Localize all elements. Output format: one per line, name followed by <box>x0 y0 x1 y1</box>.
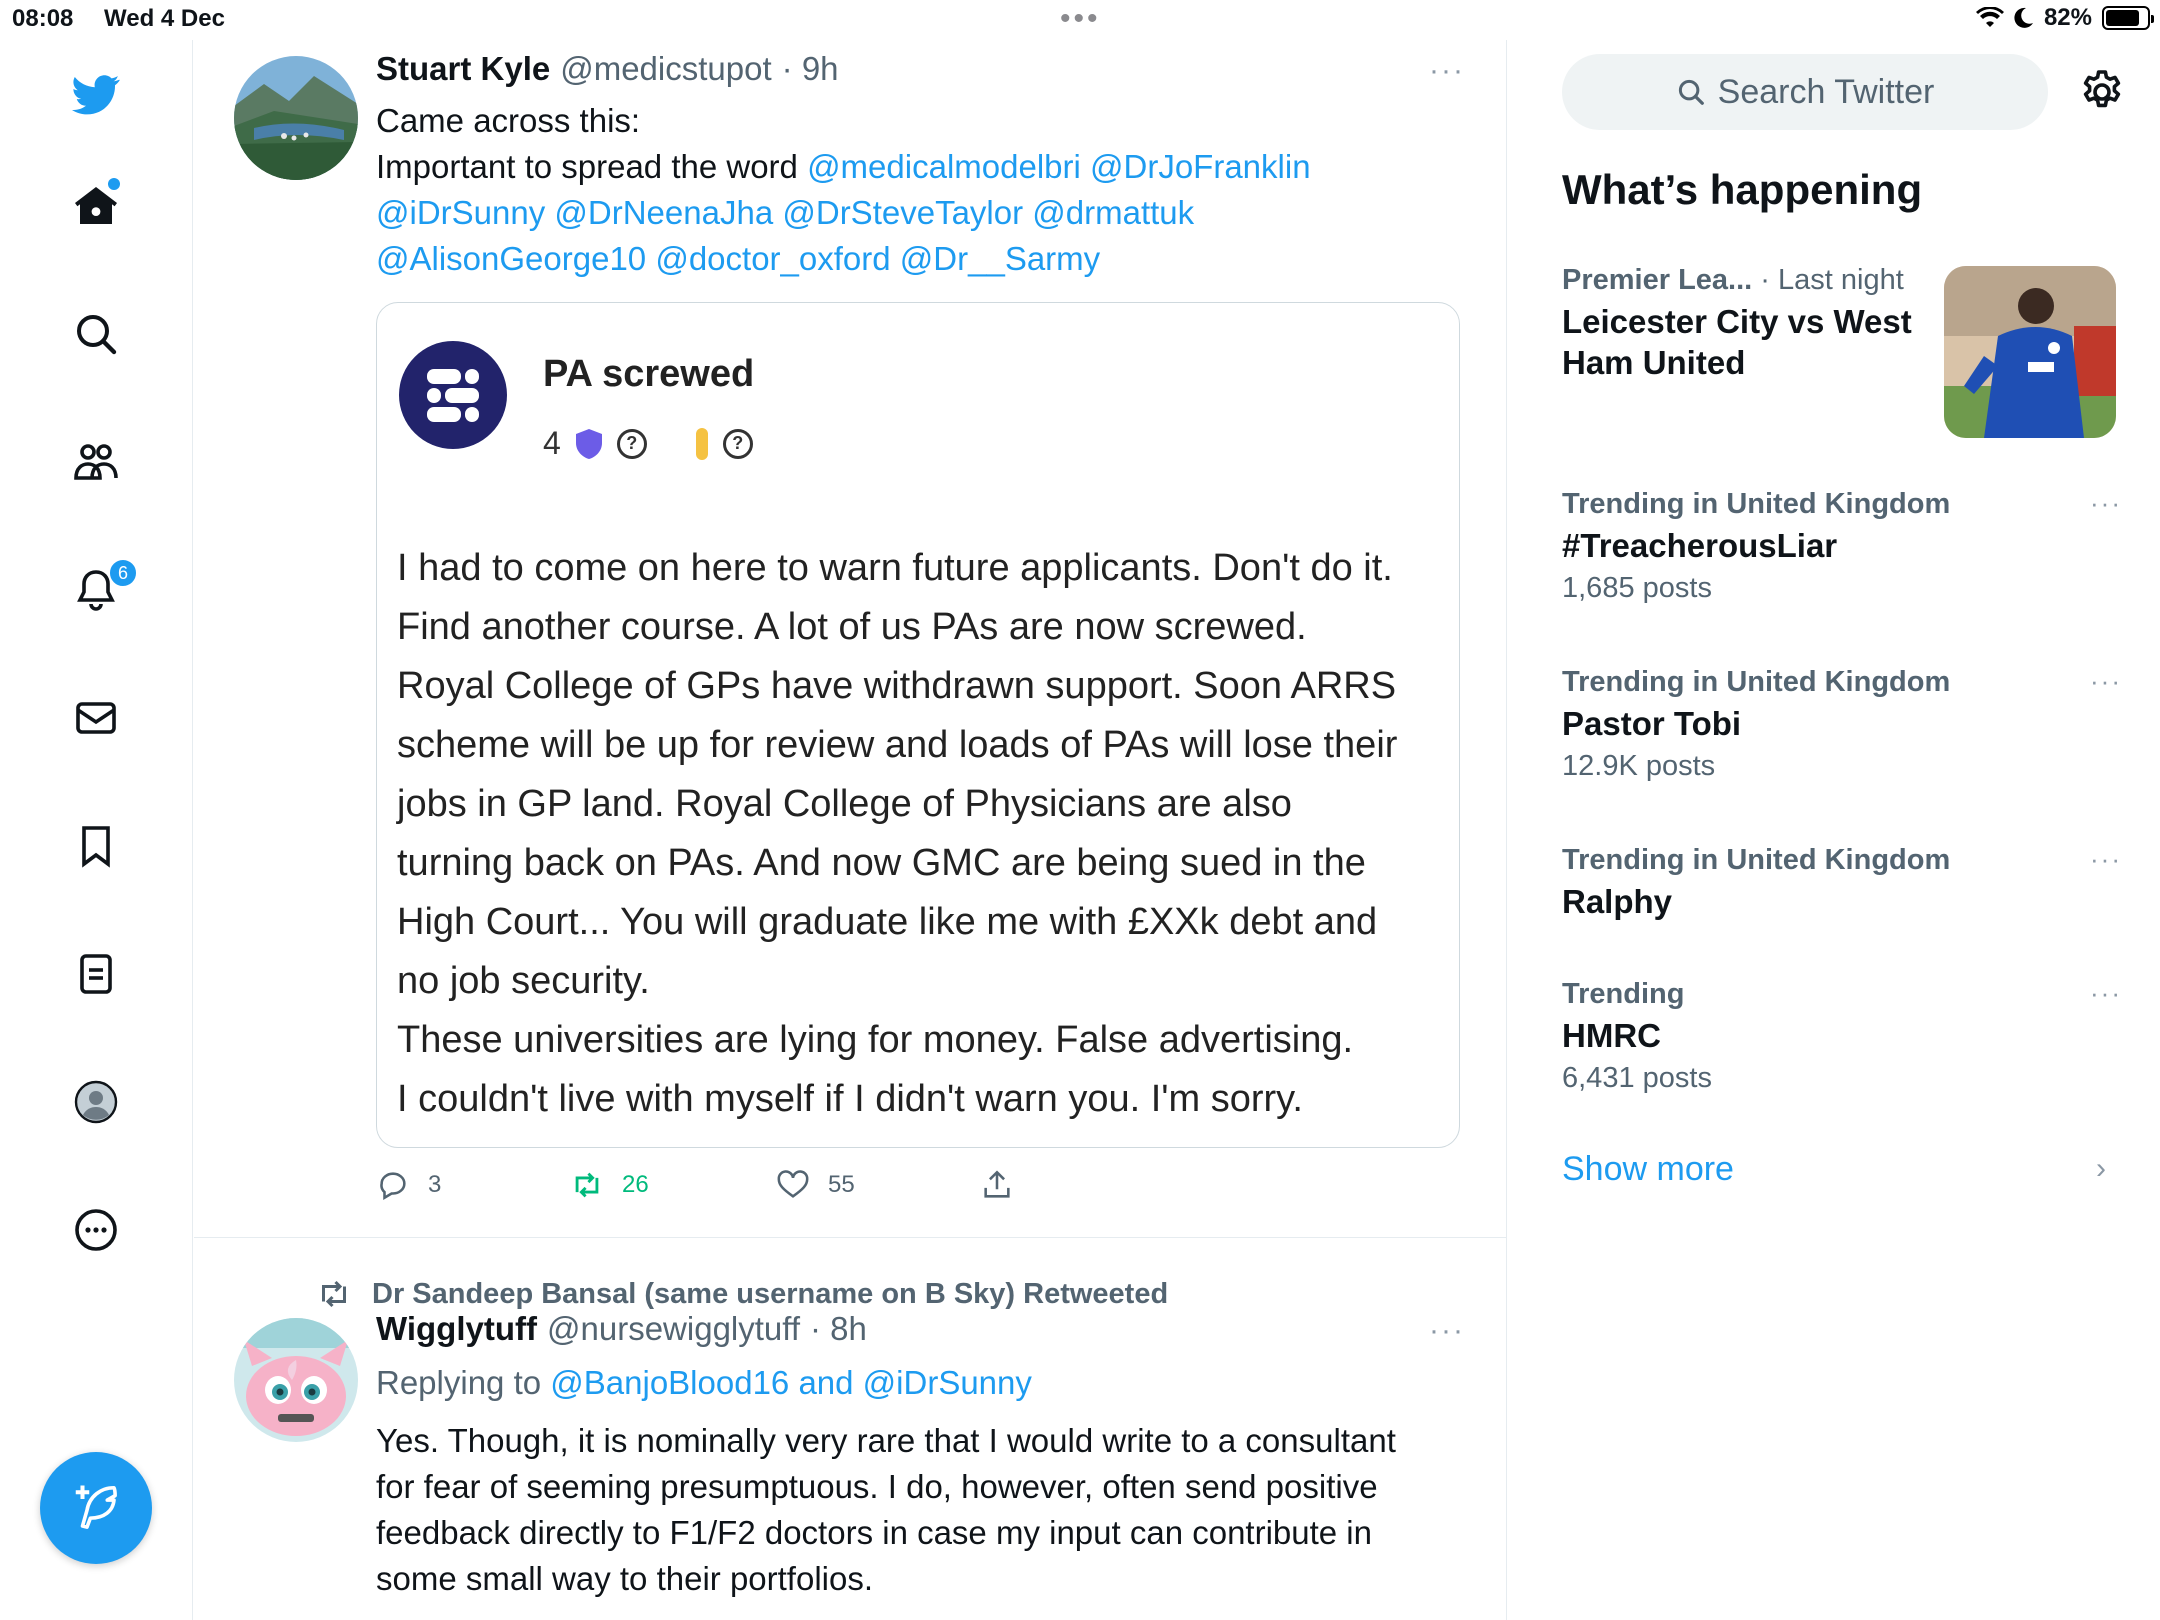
share-icon <box>980 1168 1014 1202</box>
left-navigation <box>0 40 193 1620</box>
mention-link[interactable]: @doctor_oxford <box>655 240 891 277</box>
tweet-author-name[interactable]: Stuart Kyle <box>376 50 551 87</box>
trend-item[interactable] <box>1562 264 1942 383</box>
tweet-text-prefix: Important to spread the word <box>376 148 808 185</box>
replying-to-line <box>376 1364 1032 1402</box>
notifications-icon[interactable] <box>64 558 128 622</box>
chevron-right-icon: › <box>2096 1152 2106 1185</box>
card-body-line: High Court... You will graduate like me with £XXk debt and <box>397 901 1378 943</box>
help-icon[interactable]: ? <box>617 429 647 459</box>
retweet-button[interactable] <box>570 1168 649 1202</box>
replying-to-mentions[interactable]: @BanjoBlood16 and @iDrSunny <box>550 1364 1032 1401</box>
retweeted-by-line <box>316 1276 1168 1312</box>
tweet-header <box>376 50 839 88</box>
tweet-text <box>376 1418 1456 1602</box>
retweeted-by-text[interactable]: Dr Sandeep Bansal (same username on B Sky) Retweeted <box>372 1277 1169 1310</box>
lists-icon[interactable] <box>64 942 128 1006</box>
gear-icon[interactable] <box>2078 68 2126 116</box>
card-body-line: jobs in GP land. Royal College of Physicians are also <box>397 783 1292 825</box>
card-body-line: I couldn't live with myself if I didn't warn you. I'm sorry. <box>397 1078 1303 1120</box>
tweet-text-line: Came across this: <box>376 102 641 139</box>
trend-context <box>1562 264 1942 297</box>
battery-level <box>2106 10 2139 26</box>
status-bar <box>0 0 2160 40</box>
trend-item[interactable] <box>1562 488 2122 605</box>
mention-link[interactable]: @Dr__Sarmy <box>899 240 1101 277</box>
help-icon[interactable]: ? <box>723 429 753 459</box>
tweet-media-card[interactable] <box>376 302 1460 1148</box>
trend-item[interactable] <box>1562 978 2122 1095</box>
right-sidebar <box>1508 40 2160 1620</box>
card-meta-number: 4 <box>543 425 561 461</box>
mention-link[interactable]: @DrJoFranklin <box>1090 148 1311 185</box>
tweet-text <box>376 98 1456 282</box>
card-title: PA screwed <box>543 353 755 395</box>
tweet[interactable] <box>194 1238 1507 1620</box>
battery-percent: 82% <box>2043 4 2092 31</box>
notifications-badge: 6 <box>108 558 138 588</box>
retweet-icon <box>570 1168 604 1202</box>
retweet-count: 26 <box>622 1171 649 1198</box>
reply-button[interactable] <box>376 1168 441 1202</box>
trend-title: Ralphy <box>1562 883 1673 920</box>
trend-more-icon[interactable]: ··· <box>2090 666 2122 696</box>
tweet-header <box>376 1310 867 1348</box>
status-date: Wed 4 Dec <box>104 5 225 32</box>
tweet-actions <box>376 1168 1076 1208</box>
mention-link[interactable]: @DrSteveTaylor <box>782 194 1024 231</box>
mention-link[interactable]: @iDrSunny <box>376 194 546 231</box>
bookmarks-icon[interactable] <box>64 814 128 878</box>
card-meta <box>543 425 753 462</box>
shield-icon <box>575 428 603 460</box>
mention-link[interactable]: @medicalmodelbri <box>807 148 1081 185</box>
like-button[interactable] <box>776 1168 855 1202</box>
tweet-text-line: Yes. Though, it is nominally very rare that I would write to a consultant <box>376 1422 1396 1459</box>
trend-more-icon[interactable]: ··· <box>2090 978 2122 1008</box>
status-right <box>1976 4 2150 32</box>
tweet-more-icon[interactable]: ··· <box>1429 54 1465 87</box>
profile-icon[interactable] <box>64 1070 128 1134</box>
trend-title-line: Leicester City vs West <box>1562 303 1912 340</box>
multitasking-dots-icon[interactable]: ••• <box>1060 2 1101 35</box>
like-count: 55 <box>828 1171 855 1198</box>
search-input[interactable] <box>1562 54 2048 130</box>
avatar[interactable] <box>234 1318 358 1442</box>
trend-more-icon[interactable]: ··· <box>2090 488 2122 518</box>
trend-item[interactable] <box>1562 844 2122 922</box>
search-icon <box>1676 77 1706 107</box>
tweet-text-line: feedback directly to F1/F2 doctors in case my input can contribute in <box>376 1514 1372 1551</box>
mention-link[interactable]: @drmattuk <box>1032 194 1195 231</box>
avatar[interactable] <box>234 56 358 180</box>
retweet-icon <box>316 1276 352 1312</box>
trend-more-icon[interactable]: ··· <box>2090 844 2122 874</box>
replying-to-prefix: Replying to <box>376 1364 551 1401</box>
tweet-timestamp[interactable]: · 8h <box>810 1310 867 1347</box>
trend-post-count: 1,685 posts <box>1562 572 1712 604</box>
trend-title: HMRC <box>1562 1017 1661 1054</box>
card-body-line: scheme will be up for review and loads of PAs will lose their <box>397 724 1398 766</box>
trend-post-count: 6,431 posts <box>1562 1062 1712 1094</box>
tweet-text-line <box>376 190 1456 236</box>
tweet-author-handle[interactable]: @nursewigglytuff <box>547 1310 801 1347</box>
twitter-logo-icon[interactable] <box>64 62 128 126</box>
card-body <box>397 539 1447 1129</box>
trend-context: Trending in United Kingdom <box>1562 488 1951 520</box>
card-logo-icon <box>399 341 507 449</box>
card-body-line: Find another course. A lot of us PAs are now screwed. <box>397 606 1307 648</box>
reply-icon <box>376 1168 410 1202</box>
trend-context-time: · Last night <box>1760 264 1904 296</box>
trend-title <box>1562 301 1942 383</box>
tweet-timestamp[interactable]: · 9h <box>781 50 839 87</box>
status-time: 08:08 <box>12 5 74 32</box>
search-icon[interactable] <box>64 302 128 366</box>
trend-title-line: Ham United <box>1562 344 1746 381</box>
trend-context: Trending in United Kingdom <box>1562 844 1951 876</box>
heart-icon <box>776 1168 810 1202</box>
trend-context: Trending in United Kingdom <box>1562 666 1951 698</box>
badge-bar-icon <box>695 427 709 461</box>
mention-link[interactable]: @AlisonGeorge10 <box>376 240 647 277</box>
whats-happening-heading: What’s happening <box>1562 166 1923 213</box>
tweet-text-line: for fear of seeming presumptuous. I do, however, often send positive <box>376 1468 1378 1505</box>
more-icon[interactable] <box>64 1198 128 1262</box>
wifi-icon <box>1976 7 2004 29</box>
card-body-line: These universities are lying for money. False advertising. <box>397 1019 1354 1061</box>
compose-feather-icon <box>69 1481 123 1535</box>
share-button[interactable] <box>980 1168 1014 1202</box>
timeline <box>194 40 1507 1620</box>
card-body-line: turning back on PAs. And now GMC are being sued in the <box>397 842 1366 884</box>
home-unread-dot <box>108 178 120 190</box>
tweet-author-handle[interactable]: @medicstupot <box>560 50 772 87</box>
trend-title: Pastor Tobi <box>1562 705 1742 742</box>
tweet-more-icon[interactable]: ··· <box>1429 1314 1465 1347</box>
trend-title: #TreacherousLiar <box>1562 527 1838 564</box>
search-placeholder: Search Twitter <box>1717 72 1935 111</box>
messages-icon[interactable] <box>64 686 128 750</box>
tweet[interactable] <box>194 40 1507 1238</box>
card-body-line: Royal College of GPs have withdrawn support. Soon ARRS <box>397 665 1397 707</box>
trend-context-label: Premier Lea... <box>1562 264 1753 296</box>
home-icon[interactable] <box>64 174 128 238</box>
battery-icon <box>2102 6 2150 30</box>
trend-item[interactable] <box>1562 666 2122 783</box>
mention-link[interactable]: @DrNeenaJha <box>554 194 774 231</box>
reply-count: 3 <box>428 1171 442 1198</box>
tweet-text-line <box>376 144 1456 190</box>
show-more-link[interactable]: Show more <box>1562 1150 1734 1188</box>
card-body-line: no job security. <box>397 960 650 1002</box>
communities-icon[interactable] <box>64 430 128 494</box>
compose-tweet-button[interactable] <box>40 1452 152 1564</box>
tweet-author-name[interactable]: Wigglytuff <box>376 1310 537 1347</box>
trend-context: Trending <box>1562 978 1685 1010</box>
trend-image[interactable] <box>1944 266 2116 438</box>
tweet-text-line: some small way to their portfolios. <box>376 1560 874 1597</box>
trend-post-count: 12.9K posts <box>1562 750 1716 782</box>
tweet-text-line <box>376 236 1456 282</box>
moon-icon <box>2014 7 2034 29</box>
card-body-line: I had to come on here to warn future applicants. Don't do it. <box>397 547 1393 589</box>
